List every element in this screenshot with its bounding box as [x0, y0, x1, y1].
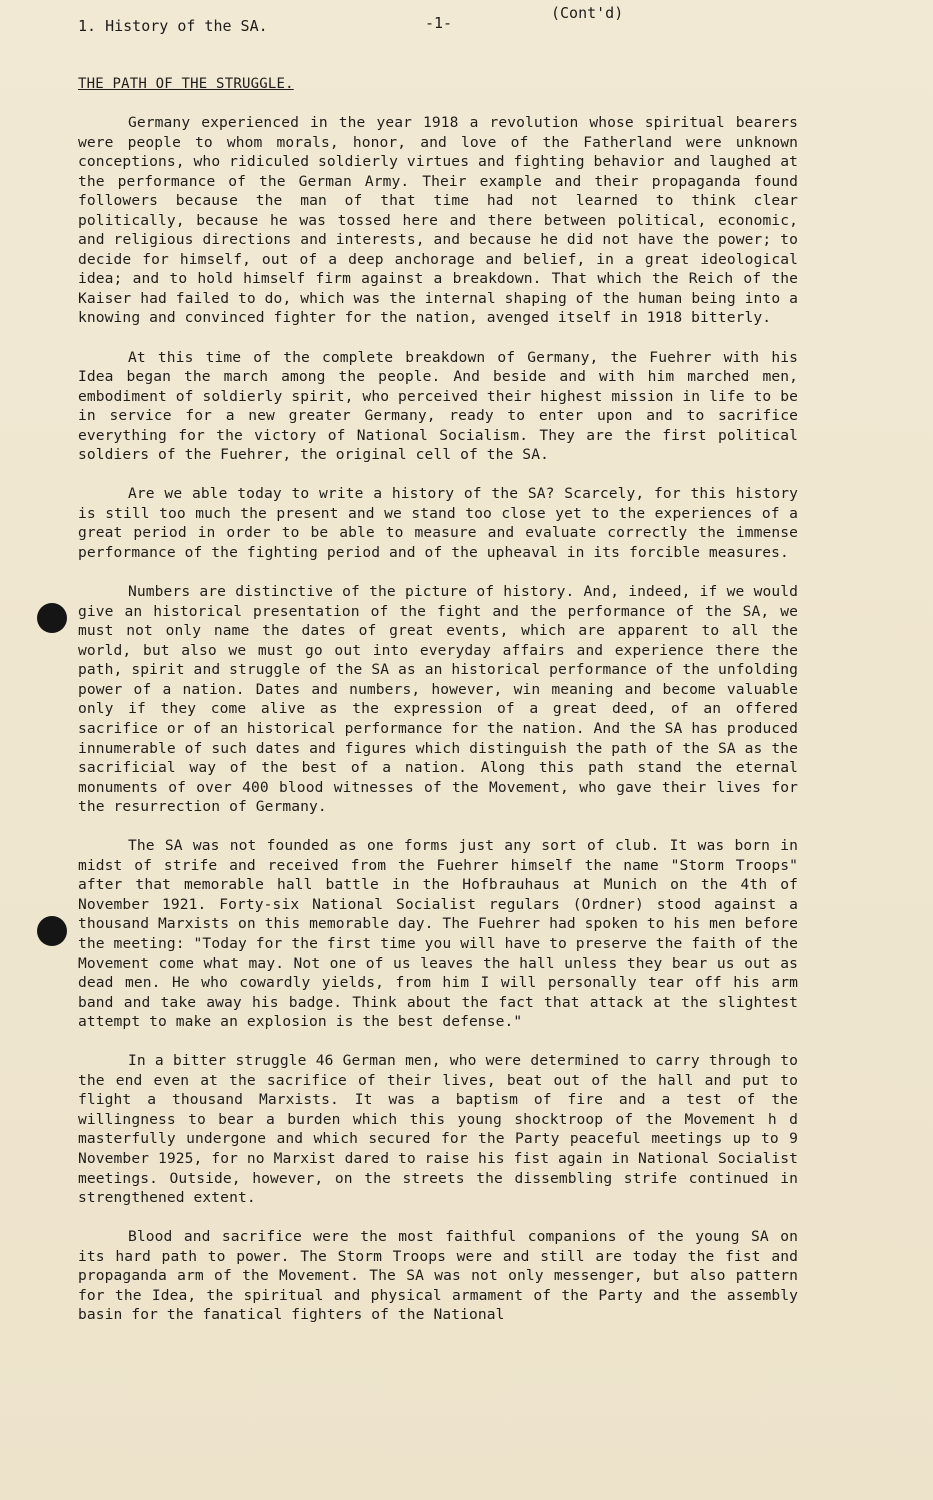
paragraph: The SA was not founded as one forms just any sort of club. It was born in midst of strife and received from the Fuehrer himself the name "Storm Troops" after that memorable hall battle in the Hofbrauhaus at Munich on the 4th of November 1921. Forty-six National Socialist regulars (Ordner) stood against a thousand Marxists on this memorable day. The Fuehrer had spoken to his men before the meeting: "Today for the first time you will have to preserve the faith of the Movement come what may. Not one of us leaves the hall unless they bear us out as dead men. He who cowardly yields, from him I will personally tear off his arm band and take away his badge. Think about the fact that attack at the slightest attempt to make an explosion is the best defense."	[78, 837, 798, 1031]
continued-note: (Cont'd)	[551, 4, 624, 22]
paragraph: Germany experienced in the year 1918 a revolution whose spiritual bearers were people to whom morals, honor, and love of the Fatherland were unknown conceptions, who ridiculed soldierly virtues and fighting behavior and laughed at the performance of the German Army. Their example and their propaganda found followers because the man of that time had not learned to think clear politically, because he was tossed here and there between political, economic, and religious directions and interests, and because he did not have the power; to decide for himself, out of a deep anchorage and belief, in a great ideological idea; and to hold himself firm against a breakdown. That which the Reich of the Kaiser had failed to do, which was the internal shaping of the human being into a knowing and convinced fighter for the nation, avenged itself in 1918 bitterly.	[78, 114, 798, 327]
paragraph: Are we able today to write a history of the SA? Scarcely, for this history is still too much the present and we stand too close yet to the experiences of a great period in order to be able to measure and evaluate correctly the immense performance of the fighting period and of the upheaval in its forcible measures.	[78, 485, 798, 562]
document-body	[78, 113, 798, 1344]
section-heading: 1. History of the SA.	[78, 17, 268, 35]
page-header	[78, 4, 798, 42]
document-title: THE PATH OF THE STRUGGLE.	[78, 76, 294, 92]
paragraph: Blood and sacrifice were the most faithful companions of the young SA on its hard path to power. The Storm Troops were and still are today the fist and propaganda arm of the Movement. The SA was not only messenger, but also pattern for the Idea, the spiritual and physical armament of the Party and the assembly basin for the fanatical fighters of the National	[78, 1228, 798, 1324]
punch-hole	[37, 916, 67, 946]
page-number: -1-	[425, 14, 453, 32]
punch-hole	[37, 603, 67, 633]
paragraph: Numbers are distinctive of the picture of history. And, indeed, if we would give an historical presentation of the fight and the performance of the SA, we must not only name the dates of great events, which are apparent to all the world, but also we must go out into everyday affairs and experience there the path, spirit and struggle of the SA as an historical performance of the unfolding power of a nation. Dates and numbers, however, win meaning and become valuable only if they come alive as the expression of a great deed, of an offered sacrifice or of an historical performance for the nation. And the SA has produced innumerable of such dates and figures which distinguish the path of the SA as the sacrificial way of the best of a nation. Along this path stand the eternal monuments of over 400 blood witnesses of the Movement, who gave their lives for the resurrection of Germany.	[78, 583, 798, 816]
paragraph: At this time of the complete breakdown of Germany, the Fuehrer with his Idea began the march among the people. And beside and with him marched men, embodiment of soldierly spirit, who perceived their highest mission in life to be in service for a new greater Germany, ready to enter upon and to sacrifice everything for the victory of National Socialism. They are the first political soldiers of the Fuehrer, the original cell of the SA.	[78, 348, 798, 464]
paragraph: In a bitter struggle 46 German men, who were determined to carry through to the end even at the sacrifice of their lives, beat out of the hall and put to flight a thousand Marxists. It was a baptism of fire and a test of the willingness to bear a burden which this young shocktroop of the Movement h d masterfully undergone and which secured for the Party peaceful meetings up to 9 November 1925, for no Marxist dared to raise his fist again in National Socialist meetings. Outside, however, on the streets the dissembling strife continued in strengthened extent.	[78, 1052, 798, 1207]
